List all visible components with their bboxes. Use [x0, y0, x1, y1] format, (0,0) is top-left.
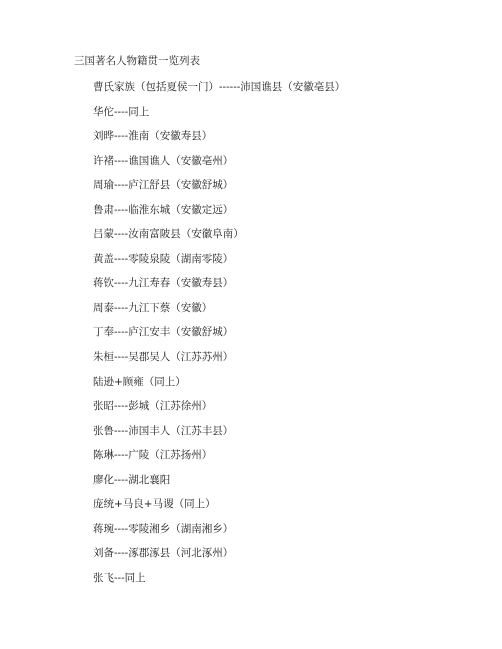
list-item: 许褚----谯国谯人（安徽亳州）: [93, 154, 234, 167]
list-item: 庞统+马良+马谡（同上）: [93, 498, 216, 511]
list-item: 曹氏家族（包括夏侯一门）------沛国谯县（安徽亳县）: [93, 81, 346, 93]
list-item: 吕蒙----汝南富陂县（安徽阜南）: [93, 228, 244, 241]
list-item: 朱桓----吴郡吴人（江苏苏州）: [93, 351, 234, 364]
list-item: 丁奉----庐江安丰（安徽舒城）: [93, 326, 234, 339]
list-item: 鲁肃----临淮东城（安徽定远）: [93, 203, 234, 216]
list-item: 华佗----同上: [93, 105, 150, 118]
list-item: 刘晔----淮南（安徽寿县）: [93, 130, 213, 143]
list-item: 陆逊+顾雍（同上）: [93, 375, 186, 388]
document-title: 三国著名人物籍贯一览列表: [74, 55, 200, 67]
list-item: 张昭----彭城（江苏徐州）: [93, 400, 213, 413]
list-item: 周瑜----庐江舒县（安徽舒城）: [93, 179, 234, 192]
entry-list: [93, 80, 345, 595]
list-item: 蒋钦----九江寿春（安徽寿县）: [93, 277, 234, 290]
list-item: 陈琳----广陵（江苏扬州）: [93, 449, 213, 462]
list-item: 张飞---同上: [93, 571, 146, 584]
list-item: 蒋琬----零陵湘乡（湖南湘乡）: [93, 522, 234, 535]
list-item: 廖化----湖北襄阳: [93, 473, 171, 486]
list-item: 张鲁----沛国丰人（江苏丰县）: [93, 424, 234, 437]
list-item: 黄盖----零陵泉陵（湖南零陵）: [93, 252, 234, 265]
list-item: 刘备----涿郡涿县（河北涿州）: [93, 547, 234, 560]
list-item: 周泰----九江下蔡（安徽）: [93, 301, 213, 314]
